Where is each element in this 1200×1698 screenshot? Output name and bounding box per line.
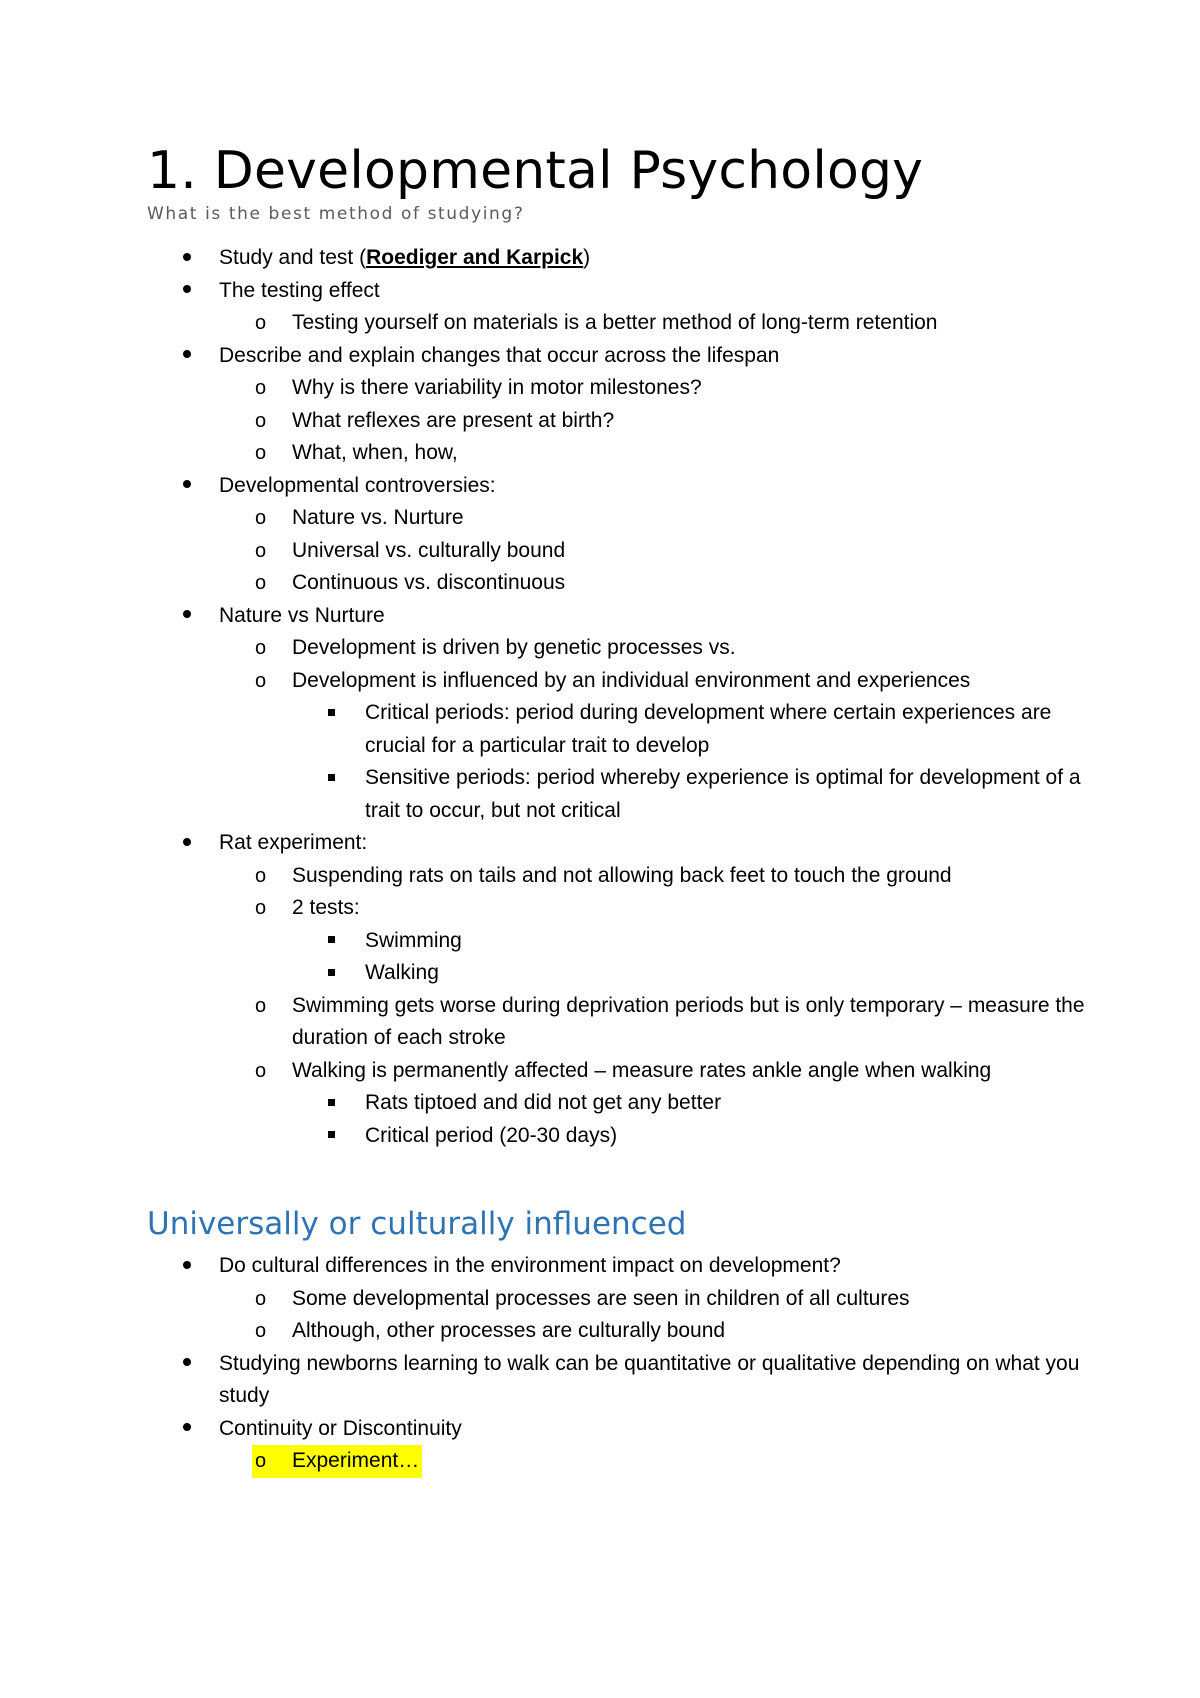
list-item [147,275,1090,308]
bullet-circle-marker: o [255,442,267,464]
item-text: Why is there variability in motor milestones? [292,376,702,399]
item-text: Although, other processes are culturally bound [292,1319,726,1342]
bullet-dot-icon [183,275,191,308]
bullet-circle-marker: o [255,539,267,562]
list-item [147,1120,1090,1153]
list-item [147,567,1090,600]
item-text: Suspending rats on tails and not allowing back feet to touch the ground [292,863,952,887]
item-text: Critical period (20-30 days) [365,1123,618,1147]
page-title: 1. Developmental Psychology [147,141,924,201]
item-text: Study and test ( [219,246,367,269]
bullet-circle-marker: o [255,637,267,659]
list-item [147,1087,1090,1120]
list-item [147,827,1090,860]
item-text: Walking [365,961,439,984]
reference-link: Roediger and Karpick [366,246,584,269]
item-text: Developmental controversies: [219,473,496,497]
page-subtitle: What is the best method of studying? [147,204,525,224]
list-item [147,632,1090,665]
bullet-square-icon [328,925,335,958]
item-text: Swimming [365,928,462,952]
bullet-square-icon [328,1087,335,1120]
list-item [147,535,1090,568]
bullet-dot-icon [183,1250,191,1283]
list-item [147,925,1090,958]
list-item [147,1055,1090,1088]
list-item [147,697,1090,762]
item-text: Walking is permanently affected – measure rates ankle angle when walking [292,1058,992,1082]
bullet-circle-marker: o [255,1450,267,1472]
item-text: 2 tests: [292,896,360,919]
item-text: Rats tiptoed and did not get any better [365,1091,722,1114]
section2-list [147,1250,1090,1478]
bullet-circle-marker: o [255,572,267,594]
list-item [147,340,1090,373]
bullet-dot-icon [183,242,191,275]
list-item [147,307,1090,340]
item-text: Continuous vs. discontinuous [292,571,566,594]
bullet-circle-marker: o [255,507,267,529]
bullet-circle-marker: o [255,994,267,1017]
item-text: Rat experiment: [219,831,368,854]
list-item [147,1315,1090,1348]
bullet-square-icon [328,697,335,730]
bullet-circle-marker: o [255,864,267,887]
bullet-square-icon [328,1120,335,1153]
item-text: Studying newborns learning to walk can be quantitative or qualitative depending on what you study [219,1351,1080,1407]
bullet-circle-marker: o [255,897,267,919]
list-item [147,1413,1090,1446]
list-item [147,860,1090,893]
item-text: Continuity or Discontinuity [219,1416,462,1440]
list-item [147,1283,1090,1316]
bullet-circle-marker: o [255,377,267,399]
bullet-square-icon [328,957,335,990]
list-item [147,762,1090,827]
item-text: Development is influenced by an individual environment and experiences [292,668,971,692]
item-text: Describe and explain changes that occur across the lifespan [219,343,780,367]
bullet-dot-icon [183,1348,191,1381]
list-item [147,437,1090,470]
item-text: Testing yourself on materials is a better method of long-term retention [292,311,938,334]
highlighted-list-item [147,1445,1090,1478]
list-item [147,957,1090,990]
bullet-circle-marker: o [255,669,267,692]
list-item [147,600,1090,633]
bullet-dot-icon [183,600,191,633]
bullet-circle-marker: o [255,1059,267,1082]
bullet-dot-icon [183,827,191,860]
list-item [147,405,1090,438]
item-text: Development is driven by genetic processes vs. [292,636,736,659]
item-text: Sensitive periods: period whereby experience is optimal for development of a trait to occur, but not critical [365,766,1081,822]
bullet-dot-icon [183,1413,191,1446]
bullet-dot-icon [183,340,191,373]
list-item [147,470,1090,503]
list-item [147,1250,1090,1283]
bullet-circle-marker: o [255,409,267,432]
list-item [147,372,1090,405]
item-text: What reflexes are present at birth? [292,408,615,432]
bullet-square-icon [328,762,335,795]
item-text: The testing effect [219,278,380,302]
item-text: Universal vs. culturally bound [292,538,566,562]
item-text: ) [583,246,591,269]
item-text: Do cultural differences in the environment impact on development? [219,1254,841,1277]
item-text: Some developmental processes are seen in children of all cultures [292,1286,910,1310]
list-item [147,990,1090,1055]
bullet-circle-marker: o [255,1320,267,1342]
section-heading: Universally or culturally influenced [147,1206,687,1242]
bullet-dot-icon [183,470,191,503]
bullet-circle-marker: o [255,1287,267,1310]
bullet-circle-marker: o [255,312,267,334]
item-text: Swimming gets worse during deprivation periods but is only temporary – measure the duration of each stroke [292,993,1085,1049]
list-item [147,1348,1090,1413]
list-item [147,242,1090,275]
item-text: Nature vs Nurture [219,603,385,627]
list-item [147,502,1090,535]
highlighted-text: Experiment… [292,1449,420,1472]
list-item [147,665,1090,698]
item-text: Critical periods: period during development where certain experiences are crucial for a particular trait to develop [365,701,1052,757]
item-text: What, when, how, [292,441,458,464]
list-item [147,892,1090,925]
section1-list [147,242,1090,1152]
item-text: Nature vs. Nurture [292,506,464,529]
